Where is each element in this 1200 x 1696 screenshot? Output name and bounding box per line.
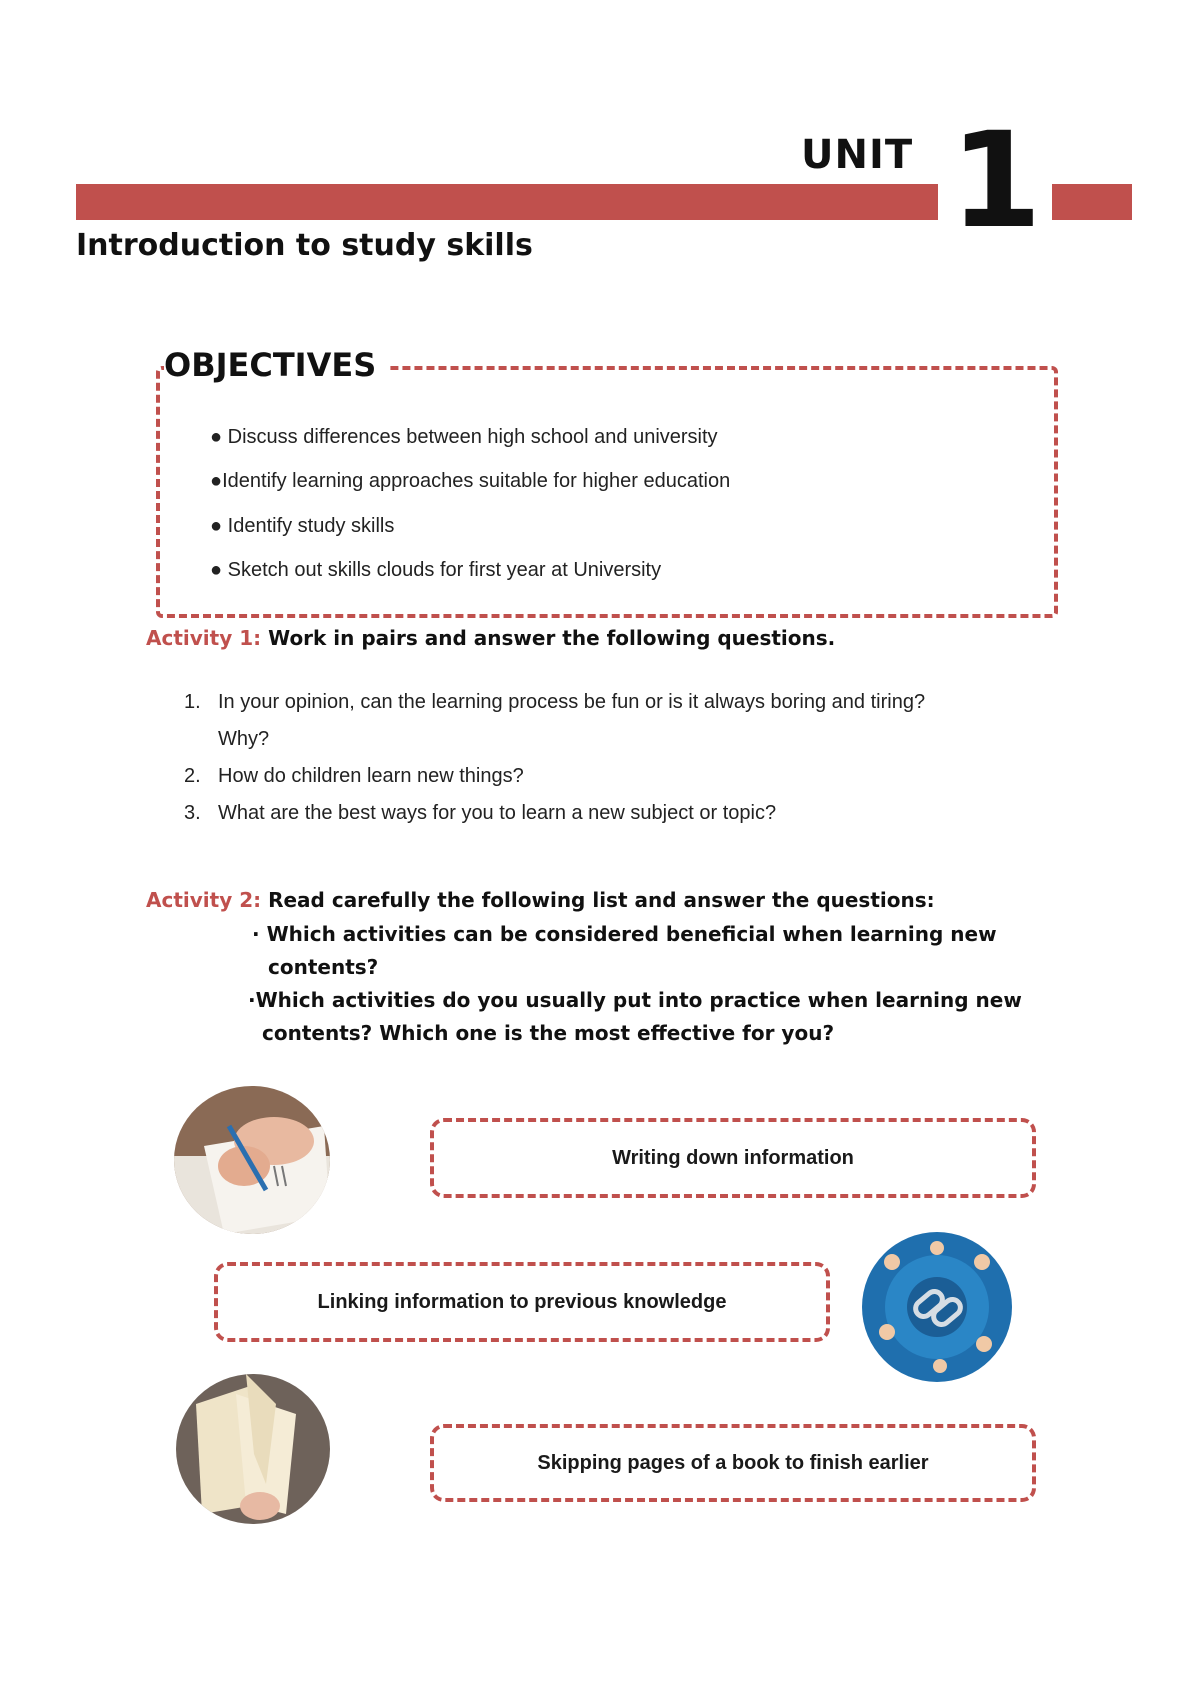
writing-photo	[174, 1086, 330, 1234]
question-item-continued: Why?	[218, 728, 270, 750]
question-item: 1. In your opinion, can the learning process be fun or is it always boring and tiring?	[184, 691, 926, 713]
question-item: 2. How do children learn new things?	[184, 765, 524, 787]
header-bar-right	[1052, 184, 1132, 220]
objective-item: ● Sketch out skills clouds for first year at University	[210, 559, 662, 581]
objectives-heading: OBJECTIVES	[164, 346, 390, 384]
activity2-label: Activity 2:	[146, 888, 262, 912]
card-skipping-pages: Skipping pages of a book to finish earlier	[430, 1424, 1036, 1502]
activity1-label: Activity 1:	[146, 626, 262, 650]
objectives-list	[210, 426, 1030, 603]
activity1-questions	[184, 684, 1084, 832]
activity2-heading	[146, 888, 935, 912]
activity2-subquestion: ·Which activities do you usually put into practice when learning new contents? Which one is the most effective for you?	[248, 988, 1022, 1045]
unit-label: UNIT	[801, 132, 914, 178]
book-pages-photo	[176, 1374, 330, 1524]
unit-number: 1	[950, 104, 1042, 258]
page-title: Introduction to study skills	[76, 228, 533, 263]
activity2-instruction: Read carefully the following list and answer the questions:	[268, 888, 935, 912]
activity2-subquestion: · Which activities can be considered beneficial when learning new contents?	[252, 922, 997, 979]
objective-item: ● Identify study skills	[210, 515, 395, 537]
header-bar-left	[76, 184, 938, 220]
question-item: 3. What are the best ways for you to learn a new subject or topic?	[184, 802, 777, 824]
activity1-heading	[146, 626, 835, 650]
activity1-instruction: Work in pairs and answer the following questions.	[268, 626, 836, 650]
chain-link-illustration	[862, 1232, 1012, 1382]
objective-item: ● Discuss differences between high school and university	[210, 426, 718, 448]
objective-item: ●Identify learning approaches suitable for higher education	[210, 470, 731, 492]
card-linking-information: Linking information to previous knowledge	[214, 1262, 830, 1342]
card-writing-down-information: Writing down information	[430, 1118, 1036, 1198]
